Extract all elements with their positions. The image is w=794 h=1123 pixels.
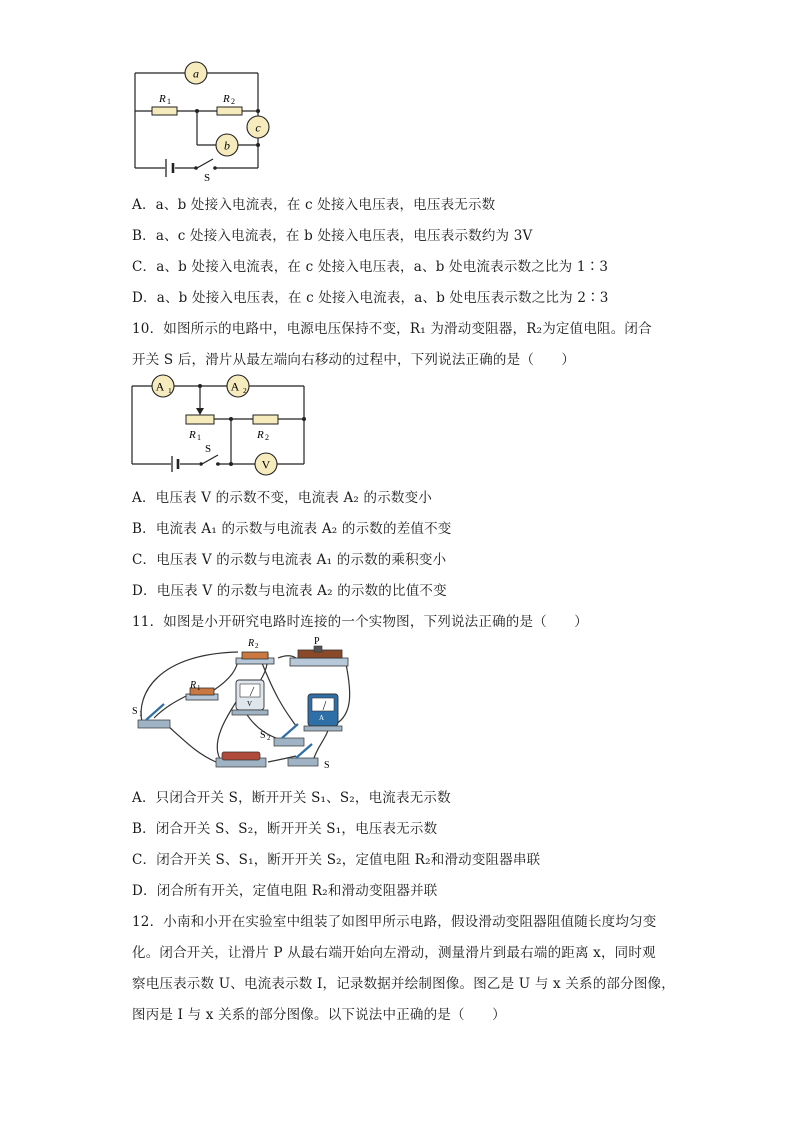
voltmeter-label: V	[247, 700, 253, 708]
r2-label: R	[257, 429, 264, 441]
r1-subscript: 1	[197, 684, 201, 692]
r1-label: R	[159, 93, 166, 105]
r2-subscript: 2	[265, 433, 269, 442]
ammeter-a1-subscript: 1	[168, 386, 172, 395]
r1-subscript: 1	[167, 97, 171, 106]
meter-a-label: a	[193, 66, 199, 81]
switch-s1-label: S	[132, 706, 138, 717]
ammeter-a2-subscript: 2	[243, 386, 247, 395]
ammeter-label: A	[319, 714, 325, 722]
ammeter-a1-label: A	[155, 379, 165, 394]
r1-label: R	[189, 429, 196, 441]
switch-s-label: S	[324, 760, 330, 771]
meter-c-label: c	[255, 120, 261, 135]
q9-option-b: B．a、c 处接入电流表，在 b 处接入电压表，电压表示数约为 3V	[132, 228, 533, 244]
q9-option-a: A．a、b 处接入电流表，在 c 处接入电压表，电压表无示数	[132, 197, 496, 213]
ammeter-a2-label: A	[230, 379, 240, 394]
r2-label: R	[248, 638, 255, 649]
switch-s2-subscript: 2	[267, 734, 271, 742]
q9-circuit-diagram	[125, 58, 275, 183]
q10-option-a: A．电压表 V 的示数不变，电流表 A₂ 的示数变小	[132, 490, 433, 506]
q11-option-b: B．闭合开关 S、S₂，断开开关 S₁，电压表无示数	[132, 821, 438, 837]
q10-option-d: D．电压表 V 的示数与电流表 A₂ 的示数的比值不变	[132, 583, 447, 599]
q10-option-c: C．电压表 V 的示数与电流表 A₁ 的示数的乘积变小	[132, 552, 447, 568]
q11-option-d: D．闭合所有开关，定值电阻 R₂和滑动变阻器并联	[132, 883, 438, 899]
q9-option-c: C．a、b 处接入电流表，在 c 处接入电压表，a、b 处电流表示数之比为 1∶3	[132, 259, 609, 275]
q11-option-a: A．只闭合开关 S，断开开关 S₁、S₂，电流表无示数	[132, 790, 451, 806]
r2-label: R	[223, 93, 230, 105]
q12-stem-line-3: 察电压表示数 U、电流表示数 I，记录数据并绘制图像。图乙是 U 与 x 关系的部分图像，	[132, 976, 675, 992]
q10-stem-line-1: 10．如图所示的电路中，电源电压保持不变，R₁ 为滑动变阻器，R₂为定值电阻。闭合	[132, 321, 652, 337]
q10-stem-line-2: 开关 S 后，滑片从最左端向右移动的过程中，下列说法正确的是（ ）	[132, 352, 576, 368]
switch-s-label: S	[205, 443, 212, 455]
q10-option-b: B．电流表 A₁ 的示数与电流表 A₂ 的示数的差值不变	[132, 521, 452, 537]
r1-label: R	[190, 680, 197, 691]
q12-stem-line-1: 12．小南和小开在实验室中组装了如图甲所示电路，假设滑动变阻器阻值随长度均匀变	[132, 914, 657, 930]
switch-s1-subscript: 1	[139, 710, 143, 718]
q12-stem-line-2: 化。闭合开关，让滑片 P 从最右端开始向左滑动，测量滑片到最右端的距离 x，同时观	[132, 945, 656, 961]
q10-circuit-diagram	[126, 372, 311, 477]
slider-p-label: P	[314, 636, 320, 647]
q11-stem: 11．如图是小开研究电路时连接的一个实物图，下列说法正确的是（ ）	[132, 614, 588, 630]
r1-subscript: 1	[197, 433, 201, 442]
q11-physical-circuit-picture	[128, 634, 360, 776]
q9-option-d: D．a、b 处接入电压表，在 c 处接入电流表，a、b 处电压表示数之比为 2∶3	[132, 290, 609, 306]
meter-b-label: b	[224, 138, 230, 153]
r2-subscript: 2	[255, 642, 259, 650]
voltmeter-v-label: V	[261, 457, 271, 472]
q12-stem-line-4: 图丙是 I 与 x 关系的部分图像。以下说法中正确的是（ ）	[132, 1007, 506, 1023]
switch-label: S	[204, 172, 211, 183]
r2-subscript: 2	[231, 97, 235, 106]
q11-option-c: C．闭合开关 S、S₁，断开开关 S₂，定值电阻 R₂和滑动变阻器串联	[132, 852, 541, 868]
switch-s2-label: S	[260, 730, 266, 741]
